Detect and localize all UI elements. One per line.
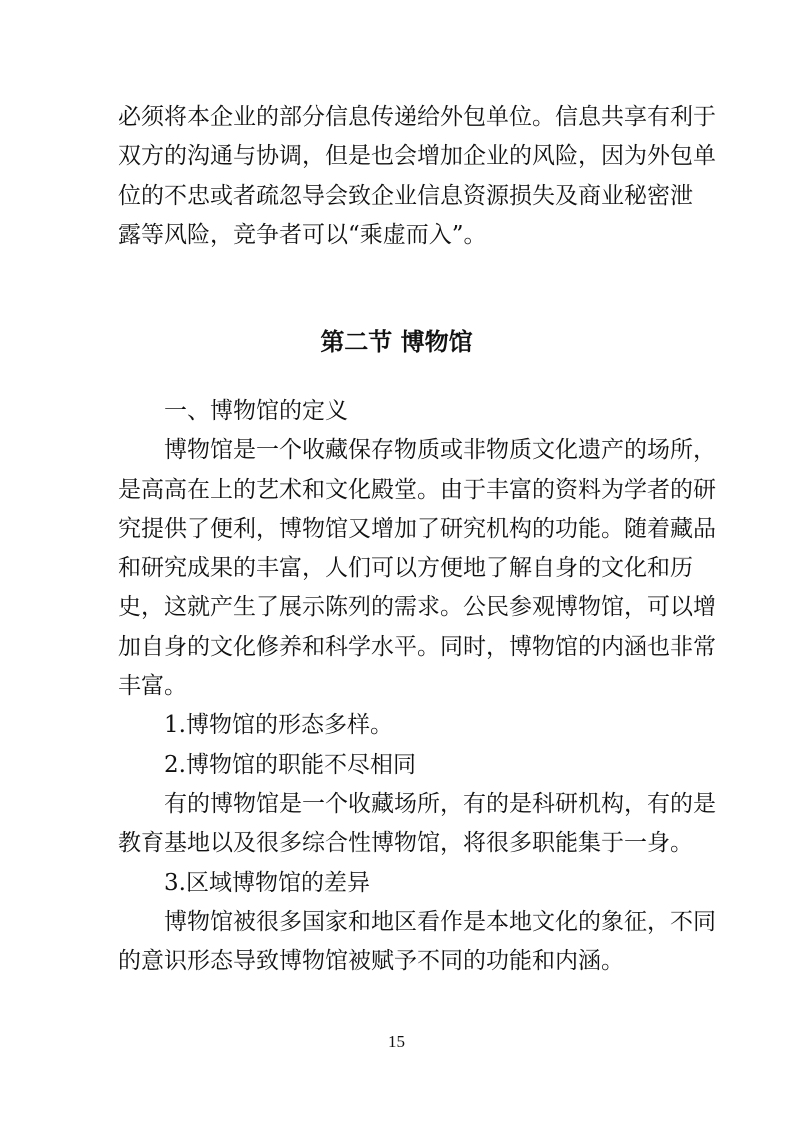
text-line: 一、博物馆的定义 (164, 398, 348, 424)
text-line: 位的不忠或者疏忽导会致企业信息资源损失及商业秘密泄 (118, 182, 693, 209)
continued-paragraph (118, 98, 716, 255)
text-line: 加自身的文化修养和科学水平。同时，博物馆的内涵也非常 (118, 633, 716, 660)
section-body (118, 392, 716, 981)
text-line: 的意识形态导致博物馆被赋予不同的功能和内涵。 (118, 948, 624, 975)
text-line: 3.区域博物馆的差异 (164, 869, 370, 896)
text-line: 博物馆是一个收藏保存物质或非物质文化遗产的场所， (164, 437, 716, 464)
text-line: 2.博物馆的职能不尽相同 (164, 751, 416, 778)
text-line: 露等风险，竞争者可以“乘虚而入”。 (118, 221, 487, 248)
text-line: 有的博物馆是一个收藏场所，有的是科研机构，有的是 (164, 790, 716, 817)
text-line: 究提供了便利，博物馆又增加了研究机构的功能。随着藏品 (118, 515, 716, 542)
text-line: 是高高在上的艺术和文化殿堂。由于丰富的资料为学者的研 (118, 476, 716, 503)
text-line: 史，这就产生了展示陈列的需求。公民参观博物馆，可以增 (118, 594, 716, 621)
text-line: 博物馆被很多国家和地区看作是本地文化的象征，不同 (164, 908, 716, 935)
text-line: 丰富。 (118, 673, 187, 700)
text-line: 1.博物馆的形态多样。 (164, 712, 393, 739)
page-number: 15 (388, 1032, 405, 1051)
text-line: 和研究成果的丰富，人们可以方便地了解自身的文化和历 (118, 555, 693, 582)
text-line: 必须将本企业的部分信息传递给外包单位。信息共享有利于 (118, 104, 716, 130)
section-title: 第二节 博物馆 (320, 328, 473, 356)
text-line: 教育基地以及很多综合性博物馆，将很多职能集于一身。 (118, 830, 693, 857)
text-line: 双方的沟通与协调，但是也会增加企业的风险，因为外包单 (118, 143, 716, 170)
